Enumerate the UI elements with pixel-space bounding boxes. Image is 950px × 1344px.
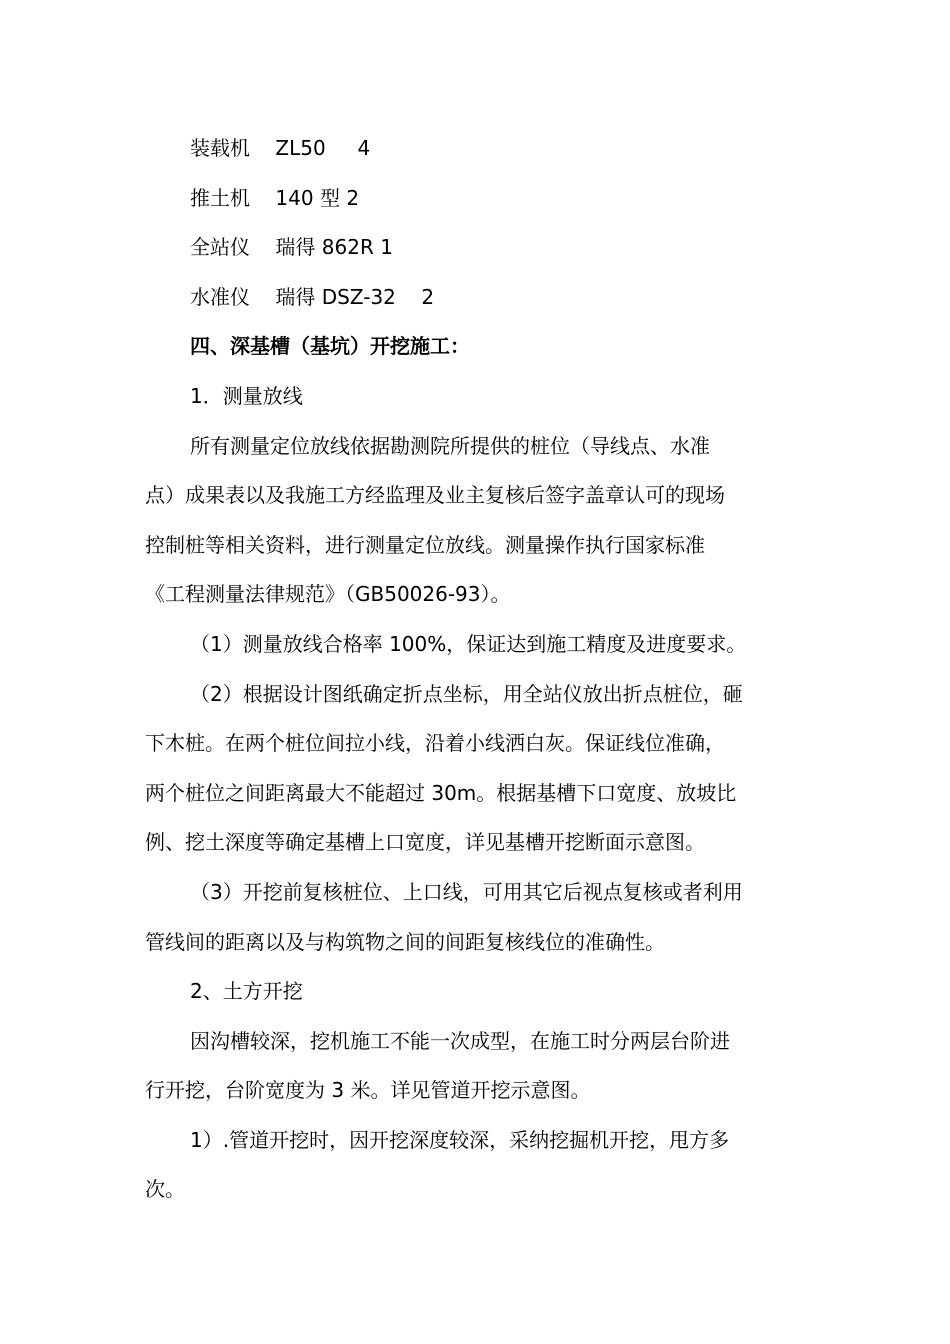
excavation-paragraph-line: 因沟槽较深，挖机施工不能一次成型，在施工时分两层台阶进 bbox=[190, 1028, 730, 1053]
subsection-title-survey: 1．测量放线 bbox=[190, 383, 303, 408]
survey-paragraph-line: 《工程测量法律规范》（GB50026-93）。 bbox=[145, 582, 511, 607]
survey-item-2-line: （2）根据设计图纸确定折点坐标，用全站仪放出折点桩位，砸 bbox=[190, 681, 743, 706]
survey-paragraph-line: 点）成果表以及我施工方经监理及业主复核后签字盖章认可的现场 bbox=[145, 483, 725, 508]
survey-item-2-line: 例、挖土深度等确定基槽上口宽度，详见基槽开挖断面示意图。 bbox=[145, 830, 705, 855]
excavation-paragraph-line: 行开挖，台阶宽度为 3 米。详见管道开挖示意图。 bbox=[145, 1078, 591, 1103]
subsection-title-excavation: 2、土方开挖 bbox=[190, 979, 303, 1004]
equipment-loader: 装载机 ZL50 4 bbox=[190, 136, 371, 160]
document-body bbox=[145, 124, 805, 1215]
survey-item-3-line: （3）开挖前复核桩位、上口线，可用其它后视点复核或者利用 bbox=[190, 879, 743, 904]
survey-item-2-line: 两个桩位之间距离最大不能超过 30m。根据基槽下口宽度、放坡比 bbox=[145, 780, 737, 805]
survey-item-3-line: 管线间的距离以及与构筑物之间的间距复核线位的准确性。 bbox=[145, 929, 665, 954]
survey-paragraph-line: 所有测量定位放线依据勘测院所提供的桩位（导线点、水准 bbox=[190, 433, 710, 458]
equipment-total-station: 全站仪 瑞得 862R 1 bbox=[190, 235, 393, 260]
section-heading: 四、深基槽（基坑）开挖施工： bbox=[190, 334, 470, 359]
equipment-level: 水准仪 瑞得 DSZ-32 2 bbox=[190, 284, 435, 309]
excavation-item-1-line: 1）.管道开挖时，因开挖深度较深，采纳挖掘机开挖，甩方多 bbox=[190, 1127, 730, 1152]
equipment-bulldozer: 推土机 140 型 2 bbox=[190, 185, 360, 210]
survey-item-2-line: 下木桩。在两个桩位间拉小线，沿着小线洒白灰。保证线位准确， bbox=[145, 731, 725, 756]
survey-paragraph-line: 控制桩等相关资料，进行测量定位放线。测量操作执行国家标准 bbox=[145, 532, 705, 557]
excavation-item-1-line: 次。 bbox=[145, 1177, 185, 1202]
survey-item-1: （1）测量放线合格率 100%，保证达到施工精度及进度要求。 bbox=[190, 631, 747, 656]
